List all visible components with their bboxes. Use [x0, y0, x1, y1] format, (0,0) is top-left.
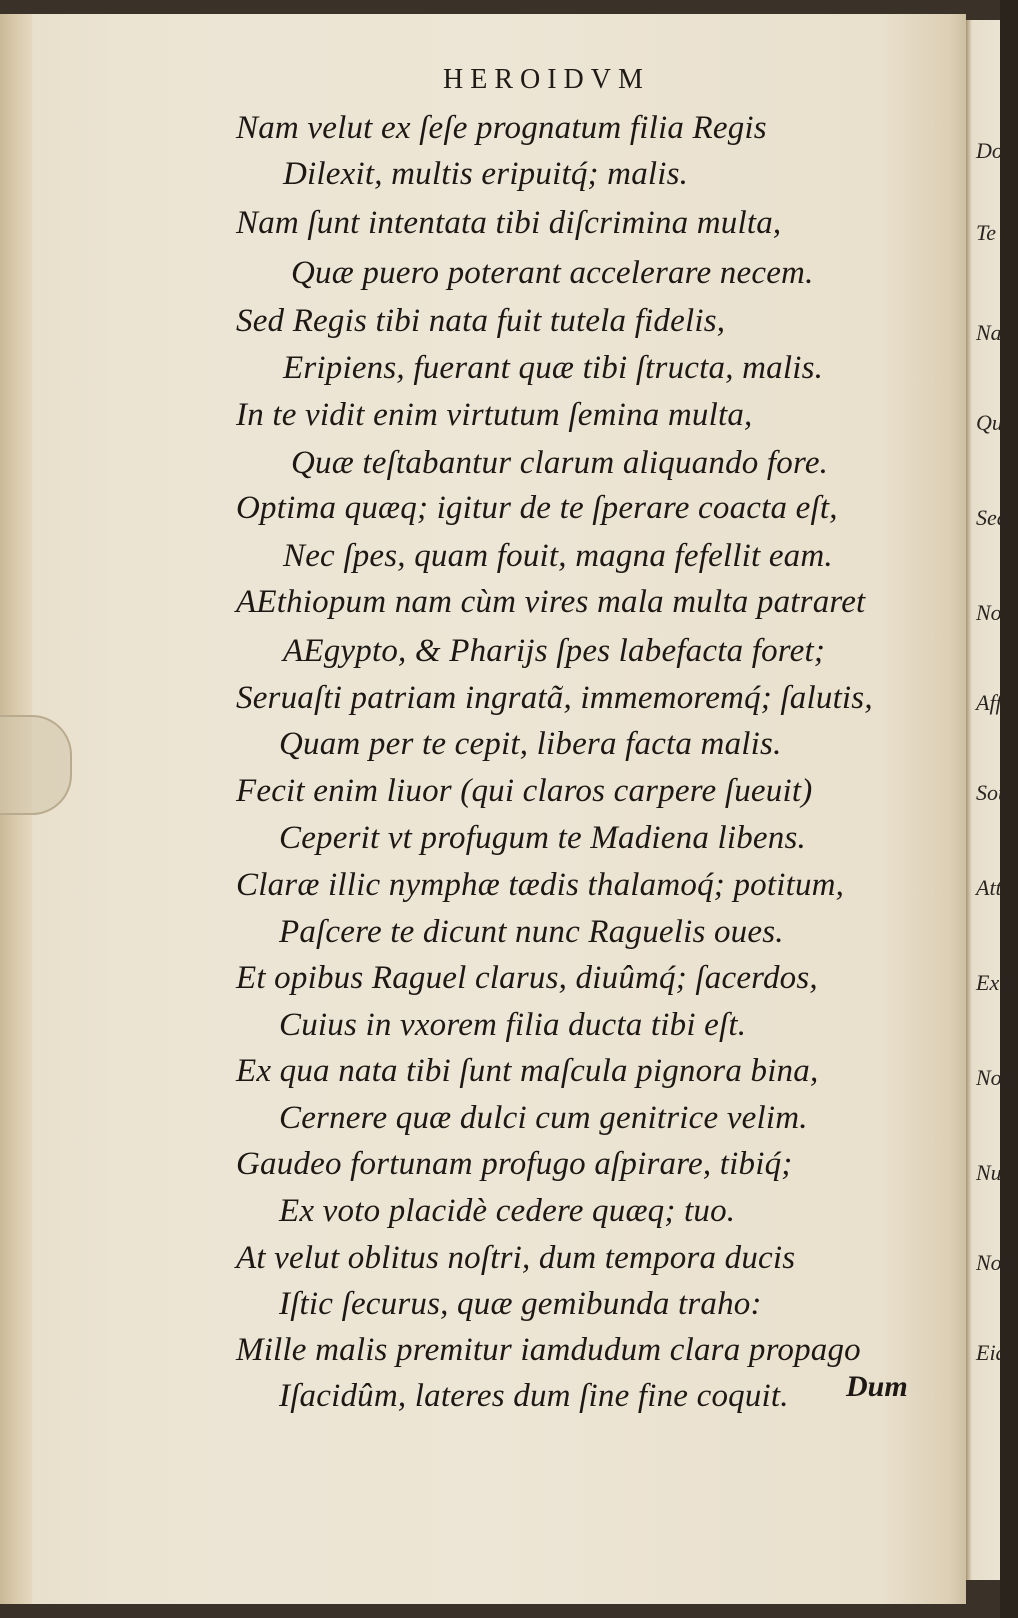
verse-line: Fecit enim liuor (qui claros carpere ſueuit)	[236, 773, 813, 809]
verse-line: In te vidit enim virtutum ſemina multa,	[236, 397, 753, 433]
verse-line: Claræ illic nymphæ tædis thalamoq́; potitum,	[236, 867, 845, 903]
verse-line: Nam velut ex ſeſe prognatum filia Regis	[236, 110, 767, 146]
verse-line: Quæ puero poterant accelerare necem.	[291, 255, 814, 291]
page-clip	[0, 715, 72, 815]
next-page-fragment: Att	[976, 875, 1002, 900]
next-page-fragment: Sed	[976, 505, 1008, 530]
next-page-edge	[966, 20, 1018, 1580]
next-page-fragment: Non	[976, 1250, 1013, 1275]
verse-line: Ex qua nata tibi ſunt maſcula pignora bina,	[236, 1053, 819, 1089]
verse-line: Iſacidûm, lateres dum ſine fine coquit.	[279, 1378, 789, 1414]
verse-line: Quam per te cepit, libera facta malis.	[279, 726, 782, 762]
verse-line: Quæ teſtabantur clarum aliquando fore.	[291, 445, 829, 481]
verse-line: Gaudeo fortunam profugo aſpirare, tibiq́;	[236, 1146, 793, 1182]
verse-line: Eripiens, fuerant quæ tibi ſtructa, malis.	[283, 350, 824, 386]
verse-line: At velut oblitus noſtri, dum tempora ducis	[236, 1240, 796, 1276]
verse-line: Seruaſti patriam ingratã, immemoremq́; ſalutis,	[236, 680, 873, 716]
verse-line: Ceperit vt profugum te Madiena libens.	[279, 820, 806, 856]
verse-line: Cuius in vxorem filia ducta tibi eſt.	[279, 1007, 747, 1043]
verse-line: Cernere quæ dulci cum genitrice velim.	[279, 1100, 808, 1136]
next-page-fragment: Qu	[976, 410, 1003, 435]
next-page-fragment: No	[976, 600, 1002, 625]
verse-line: Et opibus Raguel clarus, diuûmq́; ſacerdos,	[236, 960, 818, 996]
next-page-fragment: Exig	[976, 970, 1017, 995]
next-page-fragment: Na	[976, 320, 1002, 345]
running-head: HEROIDVM	[443, 64, 650, 95]
verse-line: Optima quæq; igitur de te ſperare coacta eſt,	[236, 490, 838, 526]
next-page-fragment: Aff	[976, 690, 1002, 715]
next-page-fragment: Eia	[976, 1340, 1007, 1365]
verse-line: Nec ſpes, quam fouit, magna fefellit eam.	[283, 538, 833, 574]
next-page-fragment: Nu	[976, 1160, 1002, 1185]
next-page-fragment: Sou	[976, 780, 1009, 805]
verse-line: Paſcere te dicunt nunc Raguelis oues.	[279, 914, 784, 950]
verse-line: Sed Regis tibi nata fuit tutela fidelis,	[236, 303, 726, 339]
verse-line: Dilexit, multis eripuitq́; malis.	[283, 156, 689, 192]
next-page-fragment: Te	[976, 220, 996, 245]
verse-line: Nam ſunt intentata tibi diſcrimina multa,	[236, 205, 782, 241]
verse-line: AEgypto, & Pharijs ſpes labefacta foret;	[283, 633, 826, 669]
next-page-fragment: Nom	[976, 1065, 1018, 1090]
next-page-fragment: Do	[976, 138, 1003, 163]
catchword: Dum	[846, 1370, 908, 1403]
verse-line: AEthiopum nam cùm vires mala multa patraret	[236, 584, 866, 620]
verse-line: Mille malis premitur iamdudum clara propago	[236, 1332, 861, 1368]
verse-line: Iſtic ſecurus, quæ gemibunda traho:	[279, 1286, 762, 1322]
verse-line: Ex voto placidè cedere quæq; tuo.	[279, 1193, 736, 1229]
